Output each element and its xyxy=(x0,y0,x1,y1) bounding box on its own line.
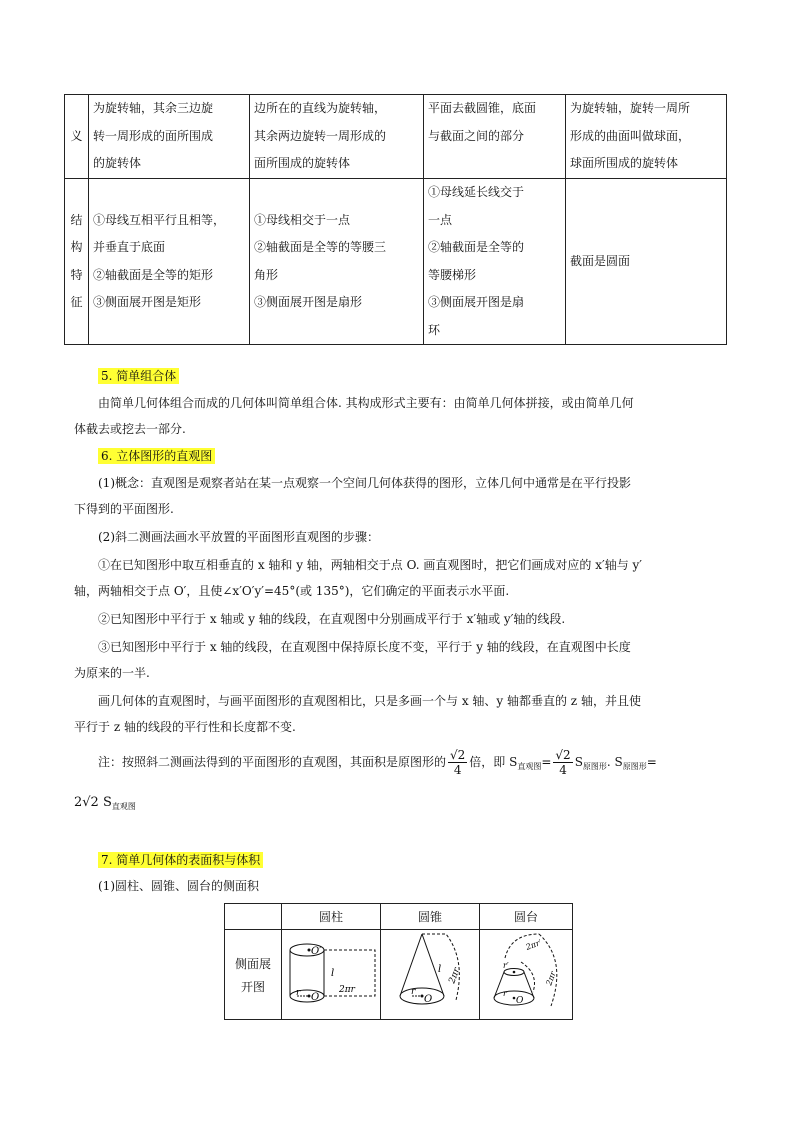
text-line: 一点 xyxy=(428,212,453,227)
fraction-sqrt2-over-4 xyxy=(448,748,467,777)
text-line: ②轴截面是全等的矩形 xyxy=(93,267,214,282)
header-cone: 圆锥 xyxy=(381,904,480,930)
note-text: 2√2 S xyxy=(74,795,112,810)
concept-line: (1)概念：直观图是观察者站在某一点观察一个空间几何体获得的图形，立体几何中通常是在平行投影 xyxy=(98,476,632,490)
row-label-definition: 义 xyxy=(65,95,89,179)
axis-note: 画几何体的直观图时，与画平面图形的直观图相比，只是多画一个与 x 轴、y 轴都垂直的 z 轴，并且使 xyxy=(98,694,641,708)
lateral-area-caption: (1)圆柱、圆锥、圆台的侧面积 xyxy=(98,879,259,893)
cell-frustum-structure xyxy=(424,179,566,345)
text-line: 球面所围成的旋转体 xyxy=(570,156,679,171)
label-2pir: 2πr xyxy=(544,970,558,987)
solids-table xyxy=(64,94,727,345)
text-line: 平面去截圆锥，底面 xyxy=(428,101,537,115)
section-6-heading xyxy=(98,447,215,464)
step-1-cont: 轴，两轴相交于点 O′，且使∠x′O′y′=45°(或 135°)，它们确定的平面表示水平面. xyxy=(74,584,510,598)
note-text: . S xyxy=(606,755,623,769)
text-line: 与截面之间的部分 xyxy=(428,128,525,143)
text-line: 结 xyxy=(70,212,83,227)
frustum-figure-cell xyxy=(480,930,573,1020)
cylinder-figure-cell xyxy=(282,930,381,1020)
fraction-numerator: √2 xyxy=(450,748,466,762)
label-2pir: 2πr xyxy=(447,966,463,986)
cone-unfold-figure xyxy=(382,930,478,1016)
section-5-heading xyxy=(98,367,179,384)
text-line: 其余两边旋转一周形成的 xyxy=(254,128,387,143)
text-line: 角形 xyxy=(254,267,279,282)
cone-figure-cell xyxy=(381,930,480,1020)
text-line: 开图 xyxy=(240,979,265,994)
steps-intro: (2)斜二测画法画水平放置的平面图形直观图的步骤： xyxy=(98,530,380,544)
header-empty xyxy=(225,904,282,930)
text-line: 截面是圆面 xyxy=(570,253,631,268)
cell-cone-def xyxy=(250,95,424,179)
text-line: 形成的曲面叫做球面， xyxy=(570,128,691,143)
label-r: r xyxy=(411,987,416,997)
text-line: 的旋转体 xyxy=(93,156,142,171)
area-note-line2 xyxy=(74,795,136,812)
cell-sphere-structure xyxy=(566,179,727,345)
header-cylinder: 圆柱 xyxy=(282,904,381,930)
note-text: 倍，即 S xyxy=(469,755,518,769)
text-line: 征 xyxy=(70,295,83,309)
text-line: ②轴截面是全等的 xyxy=(428,240,525,254)
axis-note-cont: 平行于 z 轴的线段的平行性和长度都不变. xyxy=(74,720,296,734)
fraction-denominator: 4 xyxy=(559,763,567,777)
label-o: O xyxy=(516,996,524,1006)
label-r-prime: r′ xyxy=(503,961,509,970)
text-line: ③侧面展开图是扇形 xyxy=(254,295,363,309)
label-o: O xyxy=(311,992,320,1003)
heading-text: 6. 立体图形的直观图 xyxy=(98,448,215,464)
label-2pir: 2πr xyxy=(339,985,355,995)
text-line: 边所在的直线为旋转轴， xyxy=(254,101,387,116)
note-text: S xyxy=(574,755,583,769)
label-o: O xyxy=(424,994,433,1005)
heading-text: 7. 简单几何体的表面积与体积 xyxy=(98,852,263,868)
frustum-unfold-figure xyxy=(481,930,571,1016)
section-5-paragraph-cont xyxy=(74,419,724,439)
text-line: 为旋转轴，旋转一周所 xyxy=(570,101,691,116)
text-line: 侧面展 xyxy=(234,956,271,971)
subscript: 直观图 xyxy=(111,802,136,811)
subscript: 直观图 xyxy=(517,762,542,771)
text-line: 由简单几何体组合而成的几何体叫简单组合体. 其构成形式主要有：由简单几何体拼接，或由简单几何 xyxy=(98,396,634,410)
label-l: l xyxy=(331,968,335,979)
lateral-unfold-table xyxy=(224,903,573,1020)
step-3: ③已知图形中平行于 x 轴的线段，在直观图中保持原长度不变，平行于 y 轴的线段，在直观图中长度 xyxy=(98,640,631,654)
text-line: 等腰梯形 xyxy=(428,267,477,282)
text-line: ①母线相交于一点 xyxy=(254,212,351,227)
header-frustum: 圆台 xyxy=(480,904,573,930)
step-2: ②已知图形中平行于 x 轴或 y 轴的线段，在直观图中分别画成平行于 x′轴或 y′轴的线段. xyxy=(98,612,566,626)
concept-line: 下得到的平面图形. xyxy=(74,502,174,516)
row-label-unfold xyxy=(225,930,282,1020)
note-text: 注：按照斜二测画法得到的平面图形的直观图，其面积是原图形的 xyxy=(98,755,447,769)
row-label-structure xyxy=(65,179,89,345)
step-1: ①在已知图形中取互相垂直的 x 轴和 y 轴，两轴相交于点 O. 画直观图时，把它们画成对应的 x′轴与 y′ xyxy=(98,558,643,572)
text-line: 为旋转轴，其余三边旋 xyxy=(93,101,214,116)
text-line: 转一周形成的面所围成 xyxy=(93,128,214,143)
cell-sphere-def xyxy=(566,95,727,179)
section-5-paragraph xyxy=(74,393,724,413)
cell-cylinder-structure xyxy=(89,179,250,345)
area-note xyxy=(98,748,728,777)
subscript: 原图形 xyxy=(622,762,647,771)
fraction-numerator: √2 xyxy=(555,748,571,762)
cylinder-unfold-figure xyxy=(283,930,379,1016)
label-o-prime: O′ xyxy=(311,946,322,957)
text-line: 体截去或挖去一部分. xyxy=(74,422,186,436)
text-line: 特 xyxy=(70,267,83,282)
subscript: 原图形 xyxy=(582,762,607,771)
fraction-sqrt2-over-4 xyxy=(553,748,572,777)
cell-frustum-def xyxy=(424,95,566,179)
text-line: ③侧面展开图是扇 xyxy=(428,295,525,309)
label-r: r xyxy=(296,988,301,998)
step-3-cont: 为原来的一半. xyxy=(74,666,150,680)
text-line: ②轴截面是全等的等腰三 xyxy=(254,240,387,254)
text-line: 环 xyxy=(428,322,441,337)
heading-text: 5. 简单组合体 xyxy=(98,368,179,384)
text-line: 面所围成的旋转体 xyxy=(254,156,351,171)
text-line: ①母线互相平行且相等， xyxy=(93,212,226,227)
cell-cylinder-def xyxy=(89,95,250,179)
label-l: l xyxy=(438,964,442,975)
equals: = xyxy=(541,755,552,769)
text-line: 并垂直于底面 xyxy=(93,240,166,254)
section-7-heading xyxy=(98,851,263,868)
text-line: ①母线延长线交于 xyxy=(428,185,525,199)
label-r: r xyxy=(503,989,507,998)
cell-cone-structure xyxy=(250,179,424,345)
equals: = xyxy=(646,755,657,769)
label-2pir-prime: 2πr′ xyxy=(524,937,543,952)
fraction-denominator: 4 xyxy=(453,763,462,777)
text-line: ③侧面展开图是矩形 xyxy=(93,295,202,309)
text-line: 构 xyxy=(70,240,83,254)
